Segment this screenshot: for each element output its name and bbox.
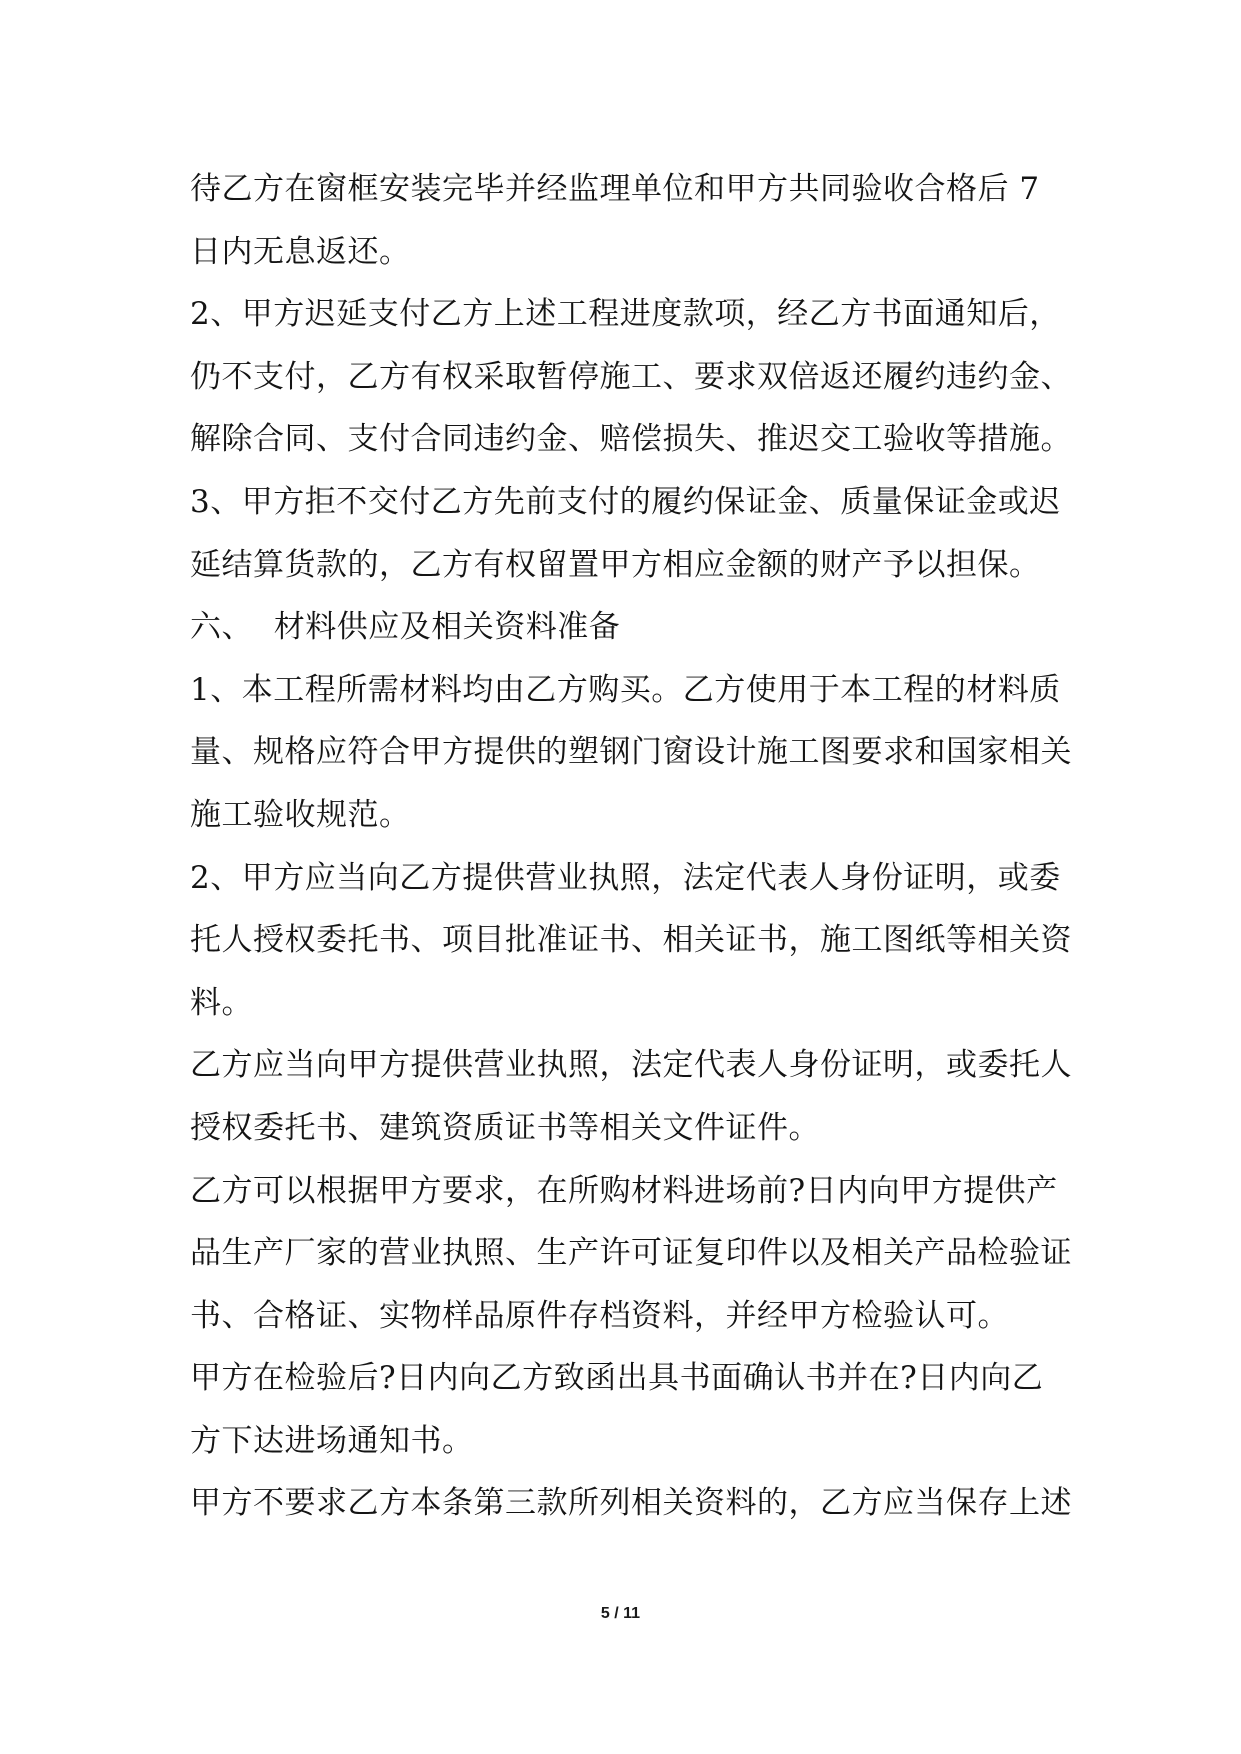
section-heading: 六、 材料供应及相关资料准备 — [190, 609, 621, 646]
text-line-19: 书、合格证、实物样品原件存档资料，并经甲方检验认可。 — [190, 1297, 1009, 1334]
text-line-21: 方下达进场通知书。 — [190, 1422, 474, 1459]
text-line-9: 1、本工程所需材料均由乙方购买。乙方使用于本工程的材料质 — [190, 671, 1061, 708]
text-line-12: 2、甲方应当向乙方提供营业执照，法定代表人身份证明，或委 — [190, 859, 1061, 896]
text-line-11: 施工验收规范。 — [190, 796, 411, 833]
text-line-13: 托人授权委托书、项目批准证书、相关证书，施工图纸等相关资 — [190, 922, 1072, 959]
text-line-1: 待乙方在窗框安装完毕并经监理单位和甲方共同验收合格后 7 — [190, 171, 1040, 207]
text-line-22: 甲方不要求乙方本条第三款所列相关资料的，乙方应当保存上述 — [190, 1485, 1072, 1522]
text-line-4: 仍不支付，乙方有权采取暂停施工、要求双倍返还履约违约金、 — [190, 358, 1072, 395]
document-body — [190, 158, 1090, 1535]
text-line-3: 2、甲方迟延支付乙方上述工程进度款项，经乙方书面通知后， — [190, 296, 1061, 333]
text-line-15: 乙方应当向甲方提供营业执照，法定代表人身份证明，或委托人 — [190, 1047, 1072, 1084]
text-line-20: 甲方在检验后?日内向乙方致函出具书面确认书并在?日内向乙 — [190, 1360, 1044, 1397]
text-line-16: 授权委托书、建筑资质证书等相关文件证件。 — [190, 1109, 820, 1146]
text-line-5: 解除合同、支付合同违约金、赔偿损失、推迟交工验收等措施。 — [190, 421, 1072, 458]
text-line-18: 品生产厂家的营业执照、生产许可证复印件以及相关产品检验证 — [190, 1235, 1072, 1272]
text-line-10: 量、规格应符合甲方提供的塑钢门窗设计施工图要求和国家相关 — [190, 734, 1072, 771]
page-number: 5 / 11 — [600, 1605, 641, 1622]
text-line-7: 延结算货款的，乙方有权留置甲方相应金额的财产予以担保。 — [190, 546, 1041, 583]
text-line-2: 日内无息返还。 — [190, 233, 411, 270]
text-line-17: 乙方可以根据甲方要求，在所购材料进场前?日内向甲方提供产 — [190, 1172, 1058, 1209]
text-line-6: 3、甲方拒不交付乙方先前支付的履约保证金、质量保证金或迟 — [190, 483, 1061, 520]
text-line-14: 料。 — [190, 984, 253, 1021]
